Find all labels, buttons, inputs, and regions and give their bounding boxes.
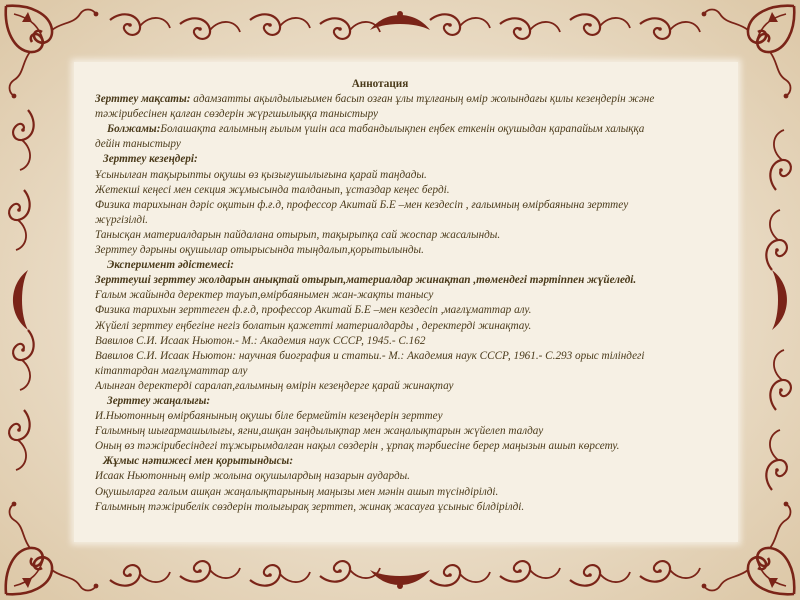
stage-item: Жетекші кеңесі мен секция жұмысында талданып, ұстаздар кеңес берді. xyxy=(95,183,450,196)
goal-label: Зерттеу мақсаты: xyxy=(95,93,191,106)
method-item: Вавилов С.И. Исаак Ньютон.- М.: Академия наук СССР, 1945.- С.162 xyxy=(95,334,426,347)
goal-text: адамзатты ақылдылығымен басып озған ұлы тұлғаның өмір жолындағы қилы кезеңдерін және xyxy=(190,93,655,106)
goal-text-continued: тәжірибесінен қалған сөздерін жүргшылыққа таныстыру xyxy=(95,108,378,121)
result-item: Ғалымның тәжірибелік сөздерін толығырақ зерттеп, жинақ жасауға ұсыныс білдірілді. xyxy=(95,500,525,513)
hypothesis-text-continued: дейін таныстыру xyxy=(95,138,181,151)
stage-item: Ұсынылған тақырыпты оқушы өз қызығушылығына қарай таңдады. xyxy=(95,168,427,181)
novelty-item: Ғалымның шығармашылығы, ягни,ашқан заңдылықтар мен жаңалықтарын жүйелеп талдау xyxy=(95,425,544,438)
novelty-item: Оның өз тәжірибесіндегі тұжырымдалған нақыл сөздерін , ұрпақ тәрбиесіне берер маңызын ашып көрсету. xyxy=(95,440,620,453)
method-item: Жүйелі зерттеу еңбегіне негіз болатын қажетті материалдарды , деректерді жинақтау. xyxy=(95,319,532,332)
annotation-content xyxy=(95,77,745,515)
result-item: Оқушыларға ғалым ашқан жаңалықтарының маңызы мен мәнін ашып түсіндірілді. xyxy=(95,485,499,498)
stage-item: Танысқан материалдарын пайдалана отырып, тақырыпқа сай жоспар жасалынды. xyxy=(95,228,501,241)
page-title: Аннотация xyxy=(351,78,409,90)
novelty-item: И.Ньютонның өмірбаянының оқушы біле бермейтін кезеңдерін зерттеу xyxy=(95,410,443,423)
method-item: Алынған деректерді саралап,ғалымның өмірін кезеңдерге қарай жинақтау xyxy=(95,379,454,392)
hypothesis-label: Болжамы: xyxy=(107,123,161,136)
stage-item: жүргізілді. xyxy=(95,213,148,226)
bottom-border-ornament xyxy=(110,561,700,589)
result-item: Исаак Ньютонның өмір жолына оқушылардың назарын аударды. xyxy=(95,470,410,483)
method-item: кітаптардан мағлұматтар алу xyxy=(95,364,248,377)
hypothesis-text: Болашақта ғалымның ғылым үшін аса табандылықпен еңбек еткенін оқушыдан қарапайым халыққа xyxy=(160,123,645,136)
stages-heading: Зерттеу кезеңдері: xyxy=(103,153,198,166)
stage-item: Физика тарихынан дәріс оқитын ф.ғ.д, профессор Акитай Б.Е –мен кездесіп , ғалымның өмірбаянына зерттеу xyxy=(95,198,629,211)
methods-heading: Эксперимент әдістемесі: xyxy=(107,259,234,272)
method-item: Ғалым жайында деректер тауып,өмірбаянымен жан-жақты танысу xyxy=(95,289,434,302)
results-heading: Жұмыс нәтижесі мен қорытындысы: xyxy=(103,455,294,468)
novelty-heading: Зерттеу жаңалығы: xyxy=(107,394,211,407)
stage-item: Зерттеу дәрыны оқушылар отырысында тыңдалып,қорытылынды. xyxy=(95,244,424,257)
methods-intro: Зерттеуші зерттеу жолдарын анықтай отырып,материалдар жинақтап ,төмендегі тәртіппен жүйеледі. xyxy=(95,274,637,287)
method-item: Физика тарихын зерттеген ф.ғ.д, профессор Акитай Б.Е –мен кездесіп ,мағлұматтар алу. xyxy=(95,304,532,317)
hypothesis-line xyxy=(95,122,745,137)
method-item: Вавилов С.И. Исаак Ньютон: научная биография и статьи.- М.: Академия наук СССР, 1961.- С.293 орыс тіліндегі xyxy=(95,349,645,362)
top-border-ornament xyxy=(110,11,700,39)
goal-line xyxy=(95,92,745,107)
